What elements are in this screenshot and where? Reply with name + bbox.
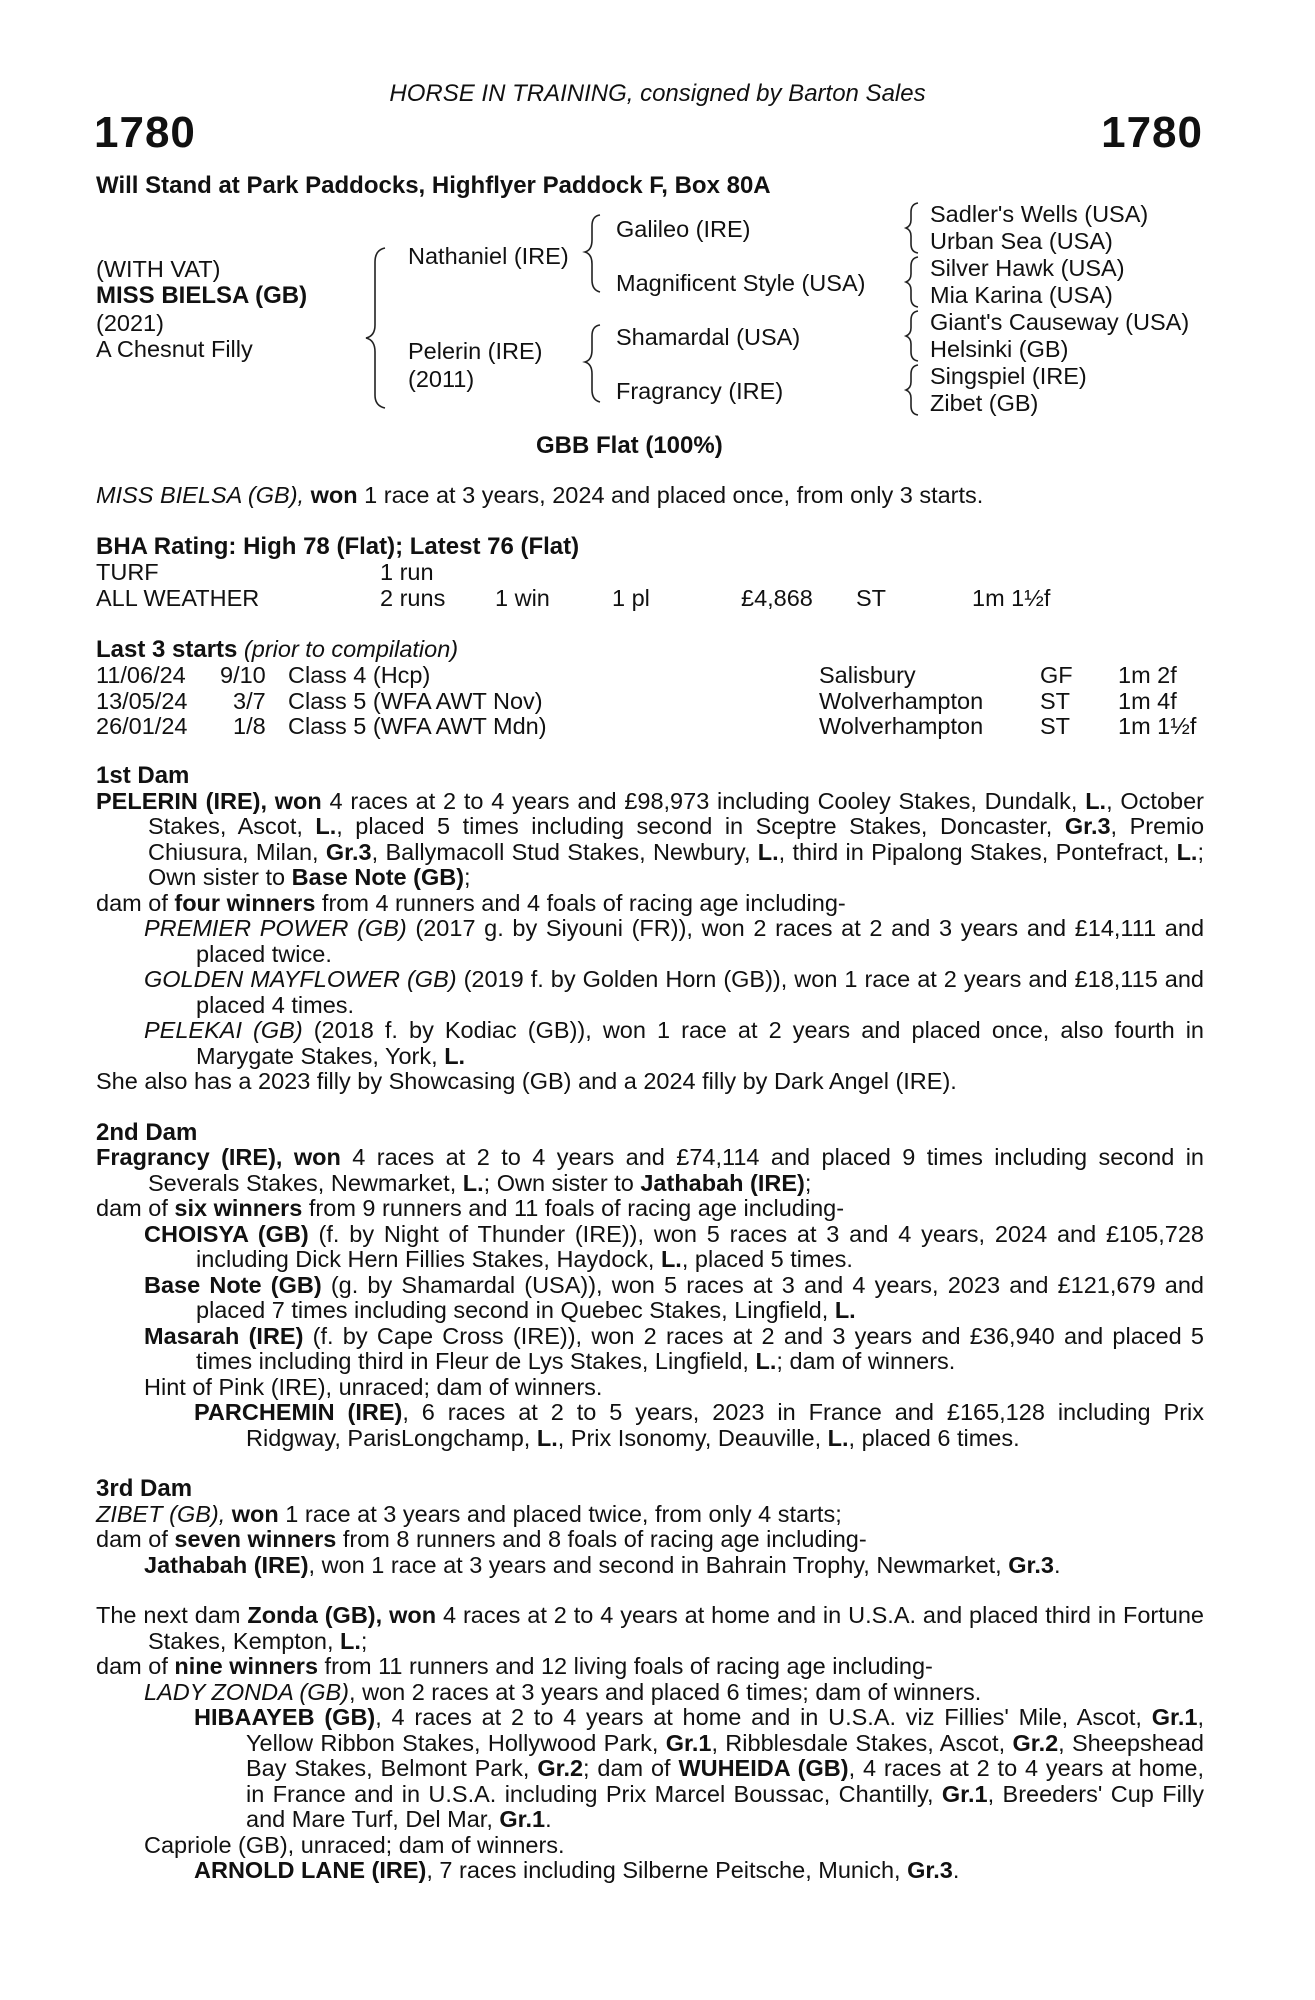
- record-text: , won 2 races at 3 years and placed 6 times; dam of winners.: [349, 1678, 982, 1705]
- record-text: dam of: [96, 1195, 175, 1221]
- group-badge: Gr.1: [1151, 1704, 1198, 1730]
- record-text: .: [952, 1857, 960, 1883]
- record-text: (f. by Cape Cross (IRE)), won 2 races at 2 and 3 years and £36,940 and placed 5 times including third in Fleur de Lys Stakes, Lingfield,: [196, 1322, 1204, 1374]
- record-text: , Breeders' Cup Filly and Mare Turf, Del Mar,: [246, 1780, 1204, 1832]
- record-text: (f. by Night of Thunder (IRE)), won 5 races at 3 and 4 years, 2024 and £105,728 including Dick Hern Fillies Stakes, Haydock,: [196, 1220, 1204, 1272]
- second-dam-record: [96, 1145, 1204, 1196]
- listed-badge: L.: [755, 1348, 777, 1374]
- record-text: 4 races at 2 to 4 years at home and in U.S.A. and placed third in Fortune Stakes, Kempton,: [148, 1602, 1204, 1654]
- record-text: dam of: [96, 889, 175, 916]
- record-text: (2019 f. by Golden Horn (GB)), won 1 race at 2 years and £18,115 and placed 4 times.: [196, 966, 1204, 1018]
- listed-badge: L.: [757, 838, 779, 865]
- section-gap: [96, 1095, 1204, 1120]
- start-date: 11/06/24: [96, 662, 186, 688]
- listed-badge: L.: [462, 1169, 484, 1196]
- record-text: from 11 runners and 12 living foals of racing age including-: [318, 1653, 933, 1679]
- last-starts-note: (prior to compilation): [237, 636, 459, 662]
- listed-badge: L.: [827, 1424, 849, 1451]
- progeny-entry: [96, 1680, 1204, 1706]
- record-text: 4 races at 2 to 4 years and £74,114 and placed 9 times including second in Severals Stakes, Newmarket,: [148, 1144, 1204, 1196]
- record-text: , Sheepshead Bay Stakes, Belmont Park,: [246, 1729, 1204, 1781]
- listed-badge: L.: [660, 1246, 682, 1272]
- group-badge: Gr.3: [325, 838, 372, 865]
- record-text: , Prix Isonomy, Deauville,: [557, 1424, 828, 1451]
- winners-count: nine winners: [174, 1653, 319, 1679]
- progeny-name: Jathabah (IRE): [144, 1551, 309, 1578]
- horse-year: (2021): [96, 310, 164, 336]
- gen3-ancestor: Silver Hawk (USA): [930, 255, 1125, 281]
- bha-going: ST: [856, 584, 887, 611]
- gen3-ancestor: Urban Sea (USA): [930, 228, 1113, 254]
- start-course: Wolverhampton: [819, 687, 984, 714]
- summary-text: 1 race at 3 years, 2024 and placed once, from only 3 starts.: [357, 482, 984, 508]
- progeny-name: PARCHEMIN (IRE): [194, 1399, 403, 1425]
- record-text: , Premio Chiusura, Milan,: [148, 813, 1205, 865]
- sire-sire: Galileo (IRE): [616, 216, 751, 242]
- start-date: 13/05/24: [96, 687, 188, 714]
- record-text: ; Own sister to: [148, 838, 1204, 890]
- progeny-entry: [96, 1018, 1204, 1069]
- bha-row-all-weather: [96, 585, 1206, 611]
- record-text: .: [545, 1806, 552, 1832]
- progeny-name: Base Note (GB): [144, 1271, 322, 1298]
- record-text: , third in Pipalong Stakes, Pontefract,: [778, 838, 1177, 865]
- record-text: , won 1 race at 3 years and second in Bahrain Trophy, Newmarket,: [308, 1551, 1009, 1578]
- first-dam-record: [96, 789, 1204, 891]
- consignment-header: HORSE IN TRAINING, consigned by Barton Sales: [389, 80, 926, 107]
- start-date: 26/01/24: [96, 713, 188, 739]
- progeny-name: GOLDEN MAYFLOWER (GB): [144, 966, 457, 992]
- record-text: (g. by Shamardal (USA)), won 5 races at 3 and 4 years, 2023 and £121,679 and placed 7 times including second in Quebec Stakes, Lingfield,: [196, 1271, 1204, 1323]
- rating-badge: GBB Flat (100%): [536, 432, 723, 459]
- start-row: [96, 713, 1206, 739]
- progeny-name: HIBAAYEB (GB): [194, 1704, 376, 1730]
- start-row: [96, 662, 1206, 688]
- bha-surface: ALL WEATHER: [96, 584, 260, 611]
- bha-distance: 1m 1½f: [972, 584, 1051, 611]
- progeny-entry: [96, 967, 1204, 1018]
- progeny-name: PELEKAI (GB): [144, 1017, 303, 1043]
- record-text: (2017 g. by Siyouni (FR)), won 2 races at 2 and 3 years and £14,111 and placed twice.: [196, 915, 1205, 967]
- winners-count: four winners: [174, 889, 316, 916]
- start-class: Class 4 (Hcp): [288, 662, 431, 688]
- start-course: Salisbury: [819, 662, 916, 688]
- record-text: , October Stakes, Ascot,: [148, 787, 1204, 839]
- section-gap: [96, 1451, 1204, 1476]
- record-text: , 4 races at 2 to 4 years at home, in France and in U.S.A. including Prix Marcel Boussac, Chantilly,: [246, 1755, 1204, 1807]
- record-text: from 9 runners and 11 foals of racing age including-: [302, 1195, 845, 1221]
- won-label: , won: [260, 787, 322, 814]
- start-distance: 1m 1½f: [1118, 713, 1197, 739]
- gen3-ancestor: Zibet (GB): [930, 390, 1039, 416]
- start-going: ST: [1040, 713, 1071, 739]
- record-text: 1 race at 3 years and placed twice, from only 4 starts;: [278, 1500, 842, 1527]
- listed-badge: L.: [1085, 787, 1107, 814]
- dam-year: (2011): [408, 366, 475, 392]
- progeny-name: WUHEIDA (GB): [678, 1755, 849, 1781]
- listed-badge: L.: [340, 1627, 361, 1654]
- listed-badge: L.: [1176, 838, 1198, 865]
- progeny-name: LADY ZONDA (GB): [144, 1678, 350, 1705]
- first-dam-also: She also has a 2023 filly by Showcasing (GB) and a 2024 filly by Dark Angel (IRE).: [96, 1068, 957, 1094]
- vat-note: (WITH VAT): [96, 256, 221, 282]
- third-dam-heading: 3rd Dam: [96, 1475, 193, 1502]
- progeny-name: CHOISYA (GB): [144, 1220, 309, 1247]
- progeny-entry: [96, 1222, 1204, 1273]
- start-class: Class 5 (WFA AWT Nov): [288, 687, 543, 714]
- dam-sire: Shamardal (USA): [616, 324, 801, 350]
- bha-row-turf: [96, 559, 1206, 585]
- record-text: , Yellow Ribbon Stakes, Hollywood Park,: [246, 1704, 1204, 1756]
- record-text: ;: [804, 1169, 812, 1196]
- progeny-name: Masarah (IRE): [144, 1322, 304, 1349]
- record-text: dam of: [96, 1653, 175, 1679]
- second-dam-name: Fragrancy (IRE): [96, 1144, 276, 1170]
- start-position: 9/10: [220, 662, 266, 688]
- start-course: Wolverhampton: [819, 713, 984, 739]
- sibling-name: Jathabah (IRE): [640, 1169, 805, 1196]
- winners-count: seven winners: [174, 1526, 337, 1552]
- progeny-name: PREMIER POWER (GB): [144, 915, 407, 941]
- first-dam-name: PELERIN (IRE): [96, 787, 261, 814]
- third-dam-produce-summary: [96, 1527, 1204, 1553]
- dam-name: Pelerin (IRE): [408, 338, 543, 364]
- group-badge: Gr.1: [941, 1780, 988, 1807]
- record-text: ;: [464, 864, 471, 890]
- record-text: ;: [360, 1627, 368, 1654]
- won-label: , won: [275, 1144, 341, 1170]
- sire-name: Nathaniel (IRE): [408, 243, 569, 269]
- record-text: , 6 races at 2 to 5 years, 2023 in France and £165,128 including Prix Ridgway, ParisLongchamp,: [246, 1399, 1204, 1451]
- listed-badge: L.: [834, 1297, 856, 1323]
- progeny-entry: [96, 1273, 1204, 1324]
- bha-surface: TURF: [96, 559, 159, 585]
- last-starts-title: Last 3 starts: [96, 636, 238, 663]
- sibling-name: Base Note (GB): [291, 864, 465, 890]
- record-text: from 4 runners and 4 foals of racing age including-: [315, 889, 846, 916]
- start-going: ST: [1040, 687, 1071, 714]
- bha-table: [96, 559, 1206, 610]
- bha-prize: £4,868: [741, 584, 813, 611]
- pedigree-notes: [96, 763, 1204, 1884]
- lot-number-left: 1780: [94, 108, 196, 157]
- won-label: , won: [375, 1602, 437, 1628]
- bha-runs: 1 run: [380, 559, 434, 585]
- group-badge: Gr.1: [499, 1806, 546, 1832]
- gen3-ancestor: Mia Karina (USA): [930, 282, 1113, 308]
- progeny-name: ARNOLD LANE (IRE): [194, 1857, 427, 1883]
- bha-places: 1 pl: [612, 584, 650, 611]
- gen3-ancestor: Sadler's Wells (USA): [930, 201, 1149, 227]
- race-summary: [96, 482, 983, 509]
- record-text: , 7 races including Silberne Peitsche, Munich,: [426, 1857, 908, 1883]
- start-distance: 1m 2f: [1118, 662, 1177, 688]
- summary-horse-name: MISS BIELSA (GB),: [96, 482, 305, 508]
- next-dam-produce-summary: [96, 1654, 1204, 1680]
- first-dam-produce-summary: [96, 891, 1204, 917]
- listed-badge: L.: [315, 813, 337, 839]
- horse-description: A Chesnut Filly: [96, 336, 253, 362]
- group-badge: Gr.3: [1064, 813, 1111, 839]
- won-label: won: [225, 1500, 279, 1527]
- next-dam-record: [96, 1603, 1204, 1654]
- record-text: (2018 f. by Kodiac (GB)), won 1 race at 2 years and placed once, also fourth in Marygate Stakes, York,: [196, 1017, 1204, 1069]
- record-text: ; dam of winners.: [776, 1348, 956, 1374]
- record-text: The next dam: [96, 1602, 248, 1628]
- summary-won: won: [310, 482, 358, 508]
- start-going: GF: [1040, 662, 1073, 688]
- start-distance: 1m 4f: [1118, 687, 1177, 714]
- listed-badge: L.: [536, 1424, 558, 1451]
- group-badge: Gr.2: [537, 1755, 584, 1781]
- record-text: , placed 6 times.: [848, 1424, 1020, 1451]
- progeny-entry: [96, 1553, 1204, 1579]
- lot-number-right: 1780: [1101, 108, 1203, 157]
- grand-progeny-entry: [96, 1858, 1204, 1884]
- record-text: , 4 races at 2 to 4 years at home and in U.S.A. viz Fillies' Mile, Ascot,: [375, 1704, 1152, 1730]
- record-text: , placed 5 times.: [681, 1246, 853, 1272]
- grand-progeny-entry: [96, 1705, 1204, 1833]
- last-starts-heading: [96, 636, 458, 664]
- progeny-entry: Hint of Pink (IRE), unraced; dam of winners.: [144, 1373, 603, 1400]
- grand-progeny-entry: [96, 1400, 1204, 1451]
- listed-badge: L.: [444, 1042, 466, 1069]
- group-badge: Gr.3: [1008, 1551, 1054, 1578]
- progeny-entry: [96, 916, 1204, 967]
- record-text: , Ribblesdale Stakes, Ascot,: [711, 1729, 1013, 1756]
- gen3-ancestor: Singspiel (IRE): [930, 363, 1087, 389]
- first-dam-heading: 1st Dam: [96, 762, 190, 789]
- last-starts-table: [96, 662, 1206, 739]
- start-position: 1/8: [233, 713, 266, 739]
- third-dam-name: ZIBET (GB),: [96, 1500, 226, 1527]
- record-text: 4 races at 2 to 4 years and £98,973 including Cooley Stakes, Dundalk,: [321, 787, 1086, 814]
- second-dam-heading: 2nd Dam: [96, 1118, 198, 1146]
- record-text: ; dam of: [583, 1755, 679, 1781]
- third-dam-record: [96, 1502, 1204, 1528]
- record-text: from 8 runners and 8 foals of racing age including-: [336, 1526, 867, 1552]
- record-text: dam of: [96, 1526, 175, 1552]
- sire-dam: Magnificent Style (USA): [616, 270, 866, 296]
- winners-count: six winners: [174, 1195, 303, 1221]
- group-badge: Gr.2: [1012, 1729, 1059, 1756]
- group-badge: Gr.3: [907, 1857, 953, 1883]
- start-class: Class 5 (WFA AWT Mdn): [288, 713, 547, 739]
- record-text: , Ballymacoll Stud Stakes, Newbury,: [371, 838, 758, 865]
- dam-dam: Fragrancy (IRE): [616, 378, 784, 404]
- stable-location: Will Stand at Park Paddocks, Highflyer Paddock F, Box 80A: [96, 172, 771, 199]
- progeny-entry: [96, 1324, 1204, 1375]
- second-dam-produce-summary: [96, 1196, 1204, 1222]
- record-text: ; Own sister to: [483, 1169, 641, 1196]
- next-dam-name: Zonda (GB): [247, 1602, 376, 1628]
- horse-name: MISS BIELSA (GB): [96, 282, 308, 309]
- bha-rating-heading: BHA Rating: High 78 (Flat); Latest 76 (Flat): [96, 533, 580, 560]
- record-text: , placed 5 times including second in Sceptre Stakes, Doncaster,: [336, 813, 1065, 839]
- gen3-ancestor: Giant's Causeway (USA): [930, 309, 1190, 335]
- progeny-entry: Capriole (GB), unraced; dam of winners.: [144, 1831, 565, 1858]
- record-text: .: [1053, 1551, 1061, 1578]
- start-position: 3/7: [233, 687, 266, 714]
- start-row: [96, 688, 1206, 714]
- gen3-ancestor: Helsinki (GB): [930, 336, 1069, 362]
- bha-runs: 2 runs: [380, 584, 446, 611]
- bha-wins: 1 win: [495, 584, 550, 611]
- section-gap: [96, 1578, 1204, 1603]
- group-badge: Gr.1: [665, 1729, 712, 1756]
